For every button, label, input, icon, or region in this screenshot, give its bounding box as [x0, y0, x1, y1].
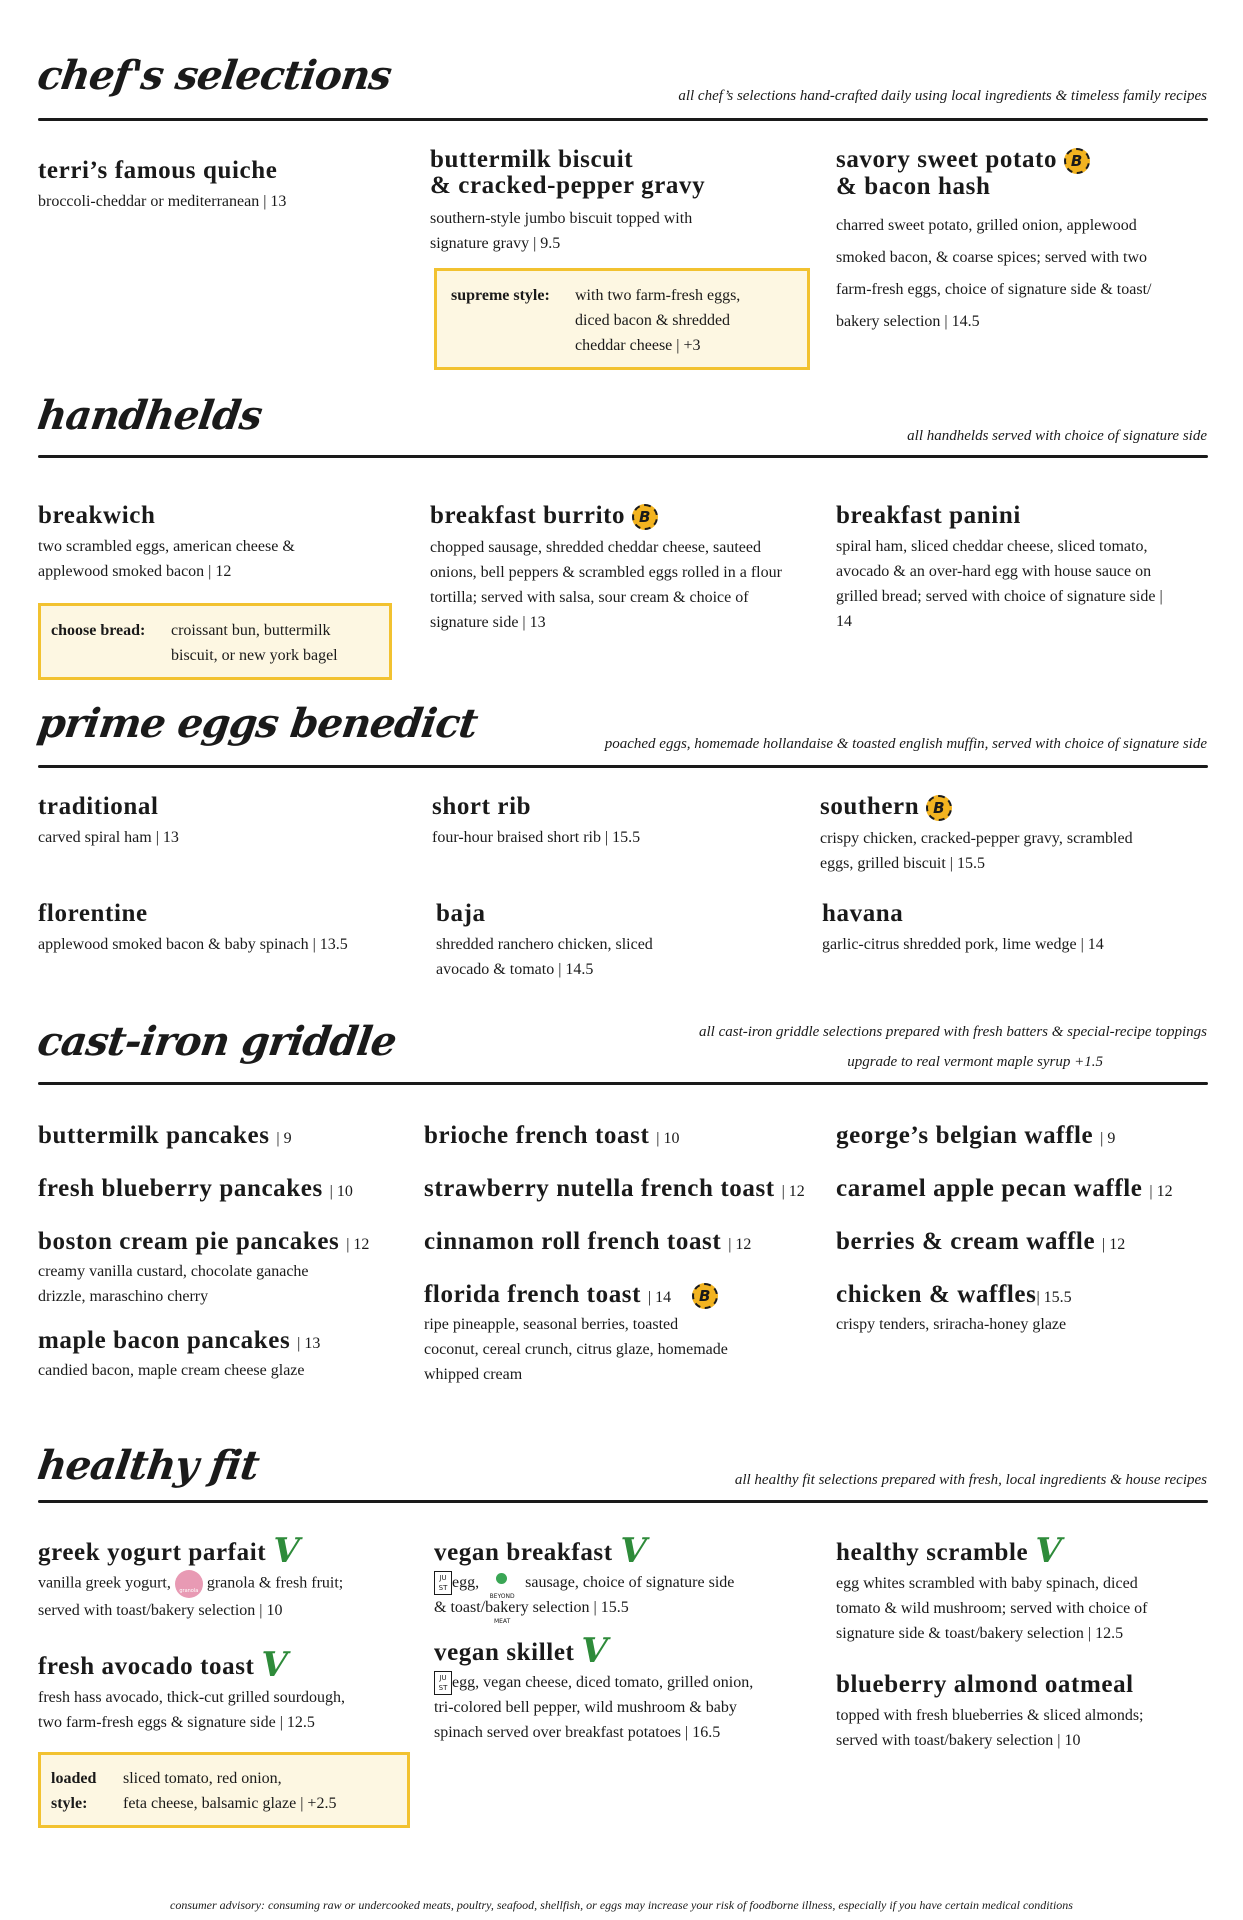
item-description: granola & fresh fruit;: [206, 1574, 344, 1592]
item-title: traditional: [38, 793, 159, 820]
section-tagline: all chef’s selections hand-crafted daily using local ingredients & timeless family recipes: [678, 88, 1207, 104]
item-description: southern-style jumbo biscuit topped with: [430, 210, 693, 227]
menu-item: [436, 901, 816, 982]
menu-item: [836, 1672, 1216, 1753]
menu-item: [434, 1631, 834, 1745]
menu-item: [424, 1229, 824, 1258]
menu-item: [432, 794, 812, 850]
item-price: | 12: [728, 1236, 752, 1253]
item-title: strawberry nutella french toast: [424, 1175, 775, 1202]
item-description: charred sweet potato, grilled onion, applewood: [836, 217, 1137, 235]
menu-item: [424, 1176, 824, 1205]
item-title: florentine: [38, 900, 148, 927]
item-description: shredded ranchero chicken, sliced: [436, 936, 653, 953]
item-title: & cracked-pepper gravy: [430, 172, 706, 199]
item-description: garlic-citrus shredded pork, lime wedge | 14: [822, 936, 1104, 953]
menu-item: [38, 1645, 428, 1735]
item-description: carved spiral ham | 13: [38, 829, 179, 846]
item-description: applewood smoked bacon | 12: [38, 563, 232, 580]
item-title: maple bacon pancakes: [38, 1327, 291, 1354]
item-description: fresh hass avocado, thick-cut grilled sourdough,: [38, 1689, 346, 1706]
item-title: berries & cream waffle: [836, 1228, 1096, 1255]
menu-item: [836, 1176, 1216, 1205]
menu-item: [38, 503, 418, 584]
item-title: terri’s famous quiche: [38, 157, 278, 184]
item-description: candied bacon, maple cream cheese glaze: [38, 1362, 305, 1379]
vegan-check-icon: V: [1030, 1531, 1067, 1571]
section-divider: [38, 1082, 1208, 1085]
menu-column: [38, 1123, 418, 1383]
item-price: | 12: [1149, 1183, 1173, 1200]
menu-item: [424, 1123, 824, 1152]
menu-item: [430, 147, 830, 256]
item-description: served with toast/bakery selection | 10: [836, 1732, 1081, 1749]
item-description: avocado & tomato | 14.5: [436, 961, 594, 978]
option-text: biscuit, or new york bagel: [171, 647, 338, 664]
item-title: healthy scramble: [836, 1539, 1029, 1566]
item-title: boston cream pie pancakes: [38, 1228, 340, 1255]
menu-item: [836, 1531, 1216, 1646]
item-title: chicken & waffles: [836, 1281, 1037, 1308]
menu-item: [38, 1531, 418, 1623]
item-title: florida french toast: [424, 1281, 642, 1308]
item-title: fresh avocado toast: [38, 1653, 255, 1680]
item-title: fresh blueberry pancakes: [38, 1175, 323, 1202]
item-title: george’s belgian waffle: [836, 1122, 1094, 1149]
item-description: signature side & toast/bakery selection | 12.5: [836, 1625, 1124, 1642]
item-description: signature gravy | 9.5: [430, 235, 561, 252]
item-description: egg, vegan cheese, diced tomato, grilled onion,: [452, 1674, 754, 1691]
section-divider: [38, 1500, 1208, 1503]
menu-column: [424, 1123, 824, 1387]
option-label: supreme style:: [451, 287, 550, 304]
option-label: choose bread:: [51, 622, 146, 639]
menu-item: [38, 158, 398, 214]
item-description: smoked bacon, & coarse spices; served with two: [836, 249, 1148, 267]
item-description: avocado & an over-hard egg with house sauce on: [836, 563, 1152, 580]
option-box: [434, 268, 810, 370]
item-title: caramel apple pecan waffle: [836, 1175, 1143, 1202]
option-text: cheddar cheese | +3: [575, 337, 701, 354]
just-egg-brand-icon: JU ST: [434, 1571, 452, 1595]
item-description: 14: [836, 613, 852, 630]
item-title: short rib: [432, 793, 532, 820]
just-egg-brand-icon: JU ST: [434, 1671, 452, 1695]
section-tagline: all cast-iron griddle selections prepared with fresh batters & special-recipe toppings: [699, 1024, 1207, 1040]
item-description: crispy tenders, sriracha-honey glaze: [836, 1316, 1067, 1333]
b-badge-icon: B: [926, 795, 952, 821]
item-description: farm-fresh eggs, choice of signature side & toast/: [836, 281, 1152, 299]
item-description: spinach served over breakfast potatoes | 16.5: [434, 1724, 721, 1742]
item-price: | 15.5: [1036, 1289, 1072, 1306]
menu-item: [836, 1229, 1216, 1258]
item-description: onions, bell peppers & scrambled eggs rolled in a flour: [430, 564, 782, 582]
item-title: baja: [436, 900, 486, 927]
item-price: | 12: [1102, 1236, 1126, 1253]
item-description: crispy chicken, cracked-pepper gravy, scrambled: [820, 830, 1133, 848]
item-title: savory sweet potato: [836, 146, 1058, 173]
item-description: whipped cream: [424, 1366, 523, 1383]
section-heading-chefs-selections: chef's selections: [34, 52, 395, 99]
menu-item: [836, 503, 1216, 634]
item-title: buttermilk biscuit: [430, 146, 634, 173]
menu-item: [822, 901, 1212, 957]
item-price: | 13: [297, 1335, 321, 1352]
item-description: grilled bread; served with choice of signature side |: [836, 588, 1163, 605]
granola-brand-icon: granola: [175, 1570, 203, 1598]
item-title: southern: [820, 793, 920, 820]
menu-item: [820, 794, 1210, 876]
item-description: & toast/bakery selection | 15.5: [434, 1599, 629, 1617]
item-description: sausage, choice of signature side: [525, 1574, 735, 1591]
menu-item: [38, 794, 418, 850]
menu-item: [836, 147, 1216, 338]
menu-item: [38, 1176, 418, 1205]
option-box: [38, 603, 392, 680]
option-text: diced bacon & shredded: [575, 312, 731, 329]
item-title: breakfast panini: [836, 502, 1021, 529]
menu-column: [836, 1123, 1216, 1337]
b-badge-icon: B: [1064, 148, 1090, 174]
vegan-check-icon: V: [577, 1631, 613, 1671]
section-tagline: poached eggs, homemade hollandaise & toasted english muffin, served with choice of signature side: [604, 736, 1207, 752]
item-description: spiral ham, sliced cheddar cheese, sliced tomato,: [836, 538, 1148, 555]
option-label: loaded: [51, 1770, 97, 1787]
item-description: tri-colored bell pepper, wild mushroom & baby: [434, 1699, 737, 1717]
menu-item: [38, 1123, 418, 1152]
item-description: creamy vanilla custard, chocolate ganache: [38, 1263, 309, 1280]
vegan-check-icon: V: [268, 1531, 305, 1571]
item-description: topped with fresh blueberries & sliced almonds;: [836, 1707, 1144, 1724]
item-price: | 10: [329, 1183, 353, 1200]
item-description: vanilla greek yogurt,: [38, 1574, 171, 1592]
vegan-check-icon: V: [615, 1531, 651, 1571]
item-price: | 10: [656, 1130, 680, 1147]
menu-item: [430, 503, 830, 635]
menu-item: [424, 1282, 824, 1311]
menu-item: [836, 1282, 1216, 1311]
section-heading-cast-iron-griddle: cast-iron griddle: [34, 1018, 399, 1065]
section-divider: [38, 118, 1208, 121]
section-divider: [38, 765, 1208, 768]
item-description: coconut, cereal crunch, citrus glaze, homemade: [424, 1341, 728, 1358]
item-description: bakery selection | 14.5: [836, 313, 980, 331]
section-tagline: all healthy fit selections prepared with fresh, local ingredients & house recipes: [734, 1472, 1207, 1488]
item-title: buttermilk pancakes: [38, 1122, 270, 1149]
item-price: | 14: [647, 1289, 672, 1306]
menu-item: [836, 1123, 1216, 1152]
item-title: vegan skillet: [434, 1639, 575, 1666]
vegan-check-icon: V: [257, 1645, 293, 1685]
item-description: tortilla; served with salsa, sour cream & choice of: [430, 589, 749, 607]
item-price: | 9: [276, 1130, 292, 1147]
item-description: four-hour braised short rib | 15.5: [432, 829, 641, 846]
option-text: croissant bun, buttermilk: [171, 622, 331, 639]
section-tagline: upgrade to real vermont maple syrup +1.5: [847, 1054, 1103, 1070]
menu-item: [38, 1328, 418, 1357]
section-tagline: all handhelds served with choice of signature side: [907, 428, 1207, 444]
item-title: vegan breakfast: [434, 1539, 613, 1566]
item-description: drizzle, maraschino cherry: [38, 1288, 209, 1305]
section-heading-prime-eggs-benedict: prime eggs benedict: [34, 700, 481, 747]
item-description: two farm-fresh eggs & signature side | 12.5: [38, 1714, 315, 1731]
item-description: two scrambled eggs, american cheese &: [38, 538, 295, 555]
item-title: breakfast burrito: [430, 502, 626, 529]
beyond-meat-brand-icon: BEYOND MEAT: [483, 1572, 521, 1594]
item-description: egg whites scrambled with baby spinach, diced: [836, 1575, 1138, 1592]
option-text: feta cheese, balsamic glaze | +2.5: [123, 1795, 337, 1812]
section-divider: [38, 455, 1208, 458]
section-heading-handhelds: handhelds: [34, 392, 265, 439]
b-badge-icon: B: [692, 1283, 718, 1309]
item-title: greek yogurt parfait: [38, 1539, 267, 1566]
item-description: chopped sausage, shredded cheddar cheese, sauteed: [430, 539, 761, 557]
option-text: sliced tomato, red onion,: [123, 1770, 282, 1787]
item-description: served with toast/bakery selection | 10: [38, 1602, 283, 1619]
item-title: brioche french toast: [424, 1122, 650, 1149]
item-title: havana: [822, 900, 904, 927]
option-text: with two farm-fresh eggs,: [575, 287, 741, 304]
item-description: eggs, grilled biscuit | 15.5: [820, 855, 985, 873]
section-heading-healthy-fit: healthy fit: [34, 1442, 262, 1489]
item-price: | 12: [346, 1236, 370, 1253]
item-price: | 9: [1100, 1130, 1116, 1147]
item-title: blueberry almond oatmeal: [836, 1671, 1134, 1698]
b-badge-icon: B: [632, 504, 658, 530]
option-box: [38, 1752, 410, 1828]
item-description: tomato & wild mushroom; served with choice of: [836, 1600, 1148, 1617]
item-title: & bacon hash: [836, 173, 991, 201]
item-description: ripe pineapple, seasonal berries, toasted: [424, 1316, 679, 1333]
item-description: applewood smoked bacon & baby spinach | 13.5: [38, 936, 348, 953]
consumer-advisory: consumer advisory: consuming raw or undercooked meats, poultry, seafood, shellfish, or eggs may increase your risk of foodborne illness, especially if you have certain medical conditions: [170, 1898, 1073, 1912]
menu-item: [38, 901, 428, 957]
item-description: broccoli-cheddar or mediterranean | 13: [38, 193, 287, 210]
item-description: egg,: [452, 1574, 480, 1591]
item-price: | 12: [781, 1183, 805, 1200]
item-description: signature side | 13: [430, 614, 546, 632]
item-title: cinnamon roll french toast: [424, 1228, 722, 1255]
option-label: style:: [51, 1795, 88, 1812]
item-title: breakwich: [38, 502, 156, 529]
menu-item: [38, 1229, 418, 1258]
menu-item: [434, 1531, 834, 1626]
